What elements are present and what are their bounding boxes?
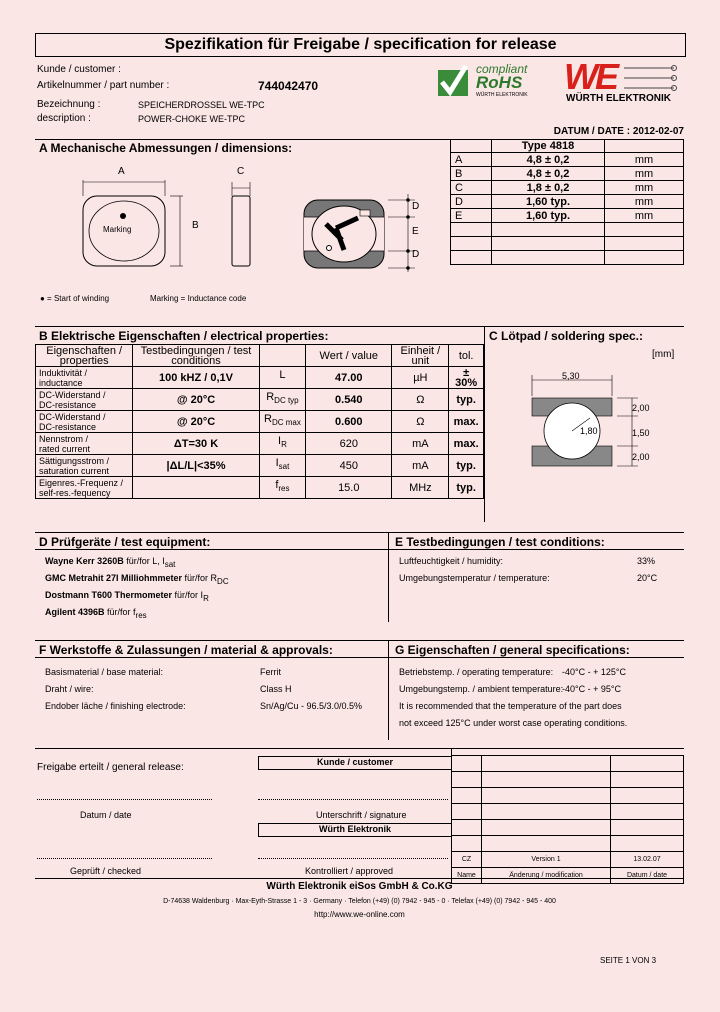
symbol-sub: sat [278,462,290,472]
dim-value: 4,8 ± 0,2 [492,153,605,167]
rohs-logo [436,62,558,100]
unit: mA [392,433,449,455]
dim-label-d2: D [412,249,420,260]
pad-dim-3: 2,00 [632,452,650,462]
prop-de: DC-Widerstand / [39,411,106,422]
humidity-value: 33% [637,556,656,566]
prop-de: DC-Widerstand / [39,389,106,400]
symbol-sub: DC typ [274,396,299,406]
col-tol: tol. [449,345,484,367]
ambient-temp-label: Umgebungstemp. / ambient temperature: [399,684,564,694]
tolerance: ± 30% [449,367,484,389]
operating-temp-label: Betriebstemp. / operating temperature: [399,667,554,677]
prop-de: Eigenres.-Frequenz / [39,477,124,488]
dim-unit: mm [605,167,684,181]
dim-unit: mm [605,209,684,223]
tolerance: max. [449,411,484,433]
symbol: I [275,457,279,470]
datum: DATUM / DATE : 2012-02-07 [553,126,684,137]
col-conditions: Testbedingungen / test conditions [133,345,259,367]
dim-value: 1,8 ± 0,2 [492,181,605,195]
dim-key: D [451,195,492,209]
table-row [451,195,684,209]
section-d-title: D Prüfgeräte / test equipment: [39,535,211,549]
note-start-winding: ● = Start of winding [40,294,110,303]
checked-label: Geprüft / checked [70,866,142,876]
prop-en: saturation current [39,465,110,476]
prop-de: Nennstrom / [39,433,89,444]
dim-label-d1: D [412,201,420,212]
dim-key: C [451,181,492,195]
table-row [36,389,484,411]
wire-label: Draht / wire: [45,684,94,694]
value: 0.540 [306,389,392,411]
dim-key: B [451,167,492,181]
table-header-row [36,345,484,367]
symbol: I [278,435,282,448]
table-row [36,433,484,455]
version-cell: Version 1 [482,852,611,868]
prop-de: Induktivität / [39,367,88,378]
tolerance: typ. [449,455,484,477]
unit: Ω [392,389,449,411]
table-row [36,477,484,499]
pad-dim-2: 1,50 [632,428,650,438]
bezeichnung-value: SPEICHERDROSSEL WE-TPC [138,100,265,110]
unit-mm: [mm] [652,349,675,360]
table-row [36,367,484,389]
symbol-sub: DC max [271,418,301,428]
condition: 100 kHZ / 0,1V [133,367,259,389]
dim-label-a: A [118,166,125,177]
temperature-label: Umgebungstemperatur / temperature: [399,573,550,583]
dimension-table [450,139,684,265]
dim-label-e: E [412,226,419,237]
value: 620 [306,433,392,455]
base-material-value: Ferrit [260,667,281,677]
table-row [451,153,684,167]
wire-value: Class H [260,684,292,694]
equipment-1: Wayne Kerr 3260B für/for L, $I_{sat}$ [45,556,176,569]
dim-value: 4,8 ± 0,2 [492,167,605,181]
equipment-4: Agilent 4396B für/for $f_{res}$ [45,607,147,620]
part-number-label: Artikelnummer / part number : [37,80,170,91]
company-name: Würth Elektronik eiSos GmbH & Co.KG [266,881,453,892]
equipment-3: Dostmann T600 Thermometer für/for $I_R$ [45,590,209,603]
note-marking: Marking = Inductance code [150,294,247,303]
unit: µH [392,367,449,389]
electrical-table [35,344,484,499]
section-f-title: F Werkstoffe & Zulassungen / material & approvals: [39,643,333,657]
prop-en: DC-resistance [39,399,97,410]
section-c-title: C Lötpad / soldering spec.: [489,329,644,343]
condition: |ΔL/L|<35% [133,455,259,477]
dim-value: 1,60 typ. [492,195,605,209]
dim-value: 1,60 typ. [492,209,605,223]
we-name: WÜRTH ELEKTRONIK [566,93,671,104]
section-g-title: G Eigenschaften / general specifications: [395,643,630,657]
prop-de: Sättigungsstrom / [39,455,110,466]
prop-en: rated current [39,443,91,454]
name-header: Name [452,868,482,884]
section-e-title: E Testbedingungen / test conditions: [395,535,605,549]
finishing-label: Endober läche / finishing electrode: [45,701,186,711]
value: 0.600 [306,411,392,433]
bezeichnung-label: Bezeichnung : [37,99,101,110]
symbol: f [275,479,279,492]
condition [133,477,259,499]
change-header: Änderung / modification [482,868,611,884]
tolerance: typ. [449,477,484,499]
symbol-sub: res [278,484,290,494]
symbol: R [264,413,272,426]
description-label: description : [37,113,91,124]
release-label: Freigabe erteilt / general release: [37,762,184,773]
we-logo [562,56,684,104]
pad-radius: 1,80 [580,426,598,436]
rev-date-cell: 13.02.07 [611,852,684,868]
condition: ΔT=30 K [133,433,259,455]
table-row [451,167,684,181]
dim-key: E [451,209,492,223]
prop-en: inductance [39,377,83,388]
recommendation-line-1: It is recommended that the temperature of the part does [399,701,622,711]
section-a-title: A Mechanische Abmessungen / dimensions: [39,141,293,155]
date-header: Datum / date [611,868,684,884]
operating-temp-value: -40°C - + 125°C [562,667,626,677]
col-unit: Einheit / unit [392,345,449,367]
ambient-temp-value: -40°C - + 95°C [562,684,621,694]
table-row [451,181,684,195]
table-row [451,209,684,223]
wurth-box: Würth Elektronik [258,823,452,837]
company-address: D-74638 Waldenburg · Max-Eyth-Strasse 1 - 3 · Germany · Telefon (+49) (0) 7942 - 945 - 0 · Telefax (+49) (0) 7942 - 945 - 400 [163,898,556,905]
pad-width: 5,30 [562,371,580,381]
company-web[interactable]: http://www.we-online.com [314,910,405,919]
rohs-compliant: compliant [476,62,528,76]
table-row [36,411,484,433]
value: 15.0 [306,477,392,499]
unit: mA [392,455,449,477]
dim-unit: mm [605,195,684,209]
revision-table [451,755,684,884]
dim-key: A [451,153,492,167]
prop-en: self-res.-fequency [39,487,111,498]
rohs-sub: WÜRTH ELEKTRONIK [476,92,528,98]
col-value: Wert / value [306,345,392,367]
dim-label-b: B [192,220,199,231]
page-title: Spezifikation für Freigabe / specification for release [35,33,686,57]
col-properties: Eigenschaften / properties [36,345,133,367]
finishing-value: Sn/Ag/Cu - 96.5/3.0/0.5% [260,701,363,711]
prop-en: DC-resistance [39,421,97,432]
type-header: Type 4818 [492,139,605,153]
page-number: SEITE 1 VON 3 [600,956,657,965]
temperature-value: 20°C [637,573,658,583]
value: 47.00 [306,367,392,389]
unit: MHz [392,477,449,499]
pad-dim-1: 2,00 [632,403,650,413]
symbol-sub: R [281,440,287,450]
datum-label: Datum / date [80,810,132,820]
symbol: R [266,391,275,404]
part-number: 744042470 [258,79,319,93]
value: 450 [306,455,392,477]
tolerance: max. [449,433,484,455]
kunde-box: Kunde / customer [258,756,452,770]
condition: @ 20°C [133,389,259,411]
dim-label-c: C [237,166,245,177]
condition: @ 20°C [133,411,259,433]
signature-label: Unterschrift / signature [316,810,407,820]
tolerance: typ. [449,389,484,411]
we-letters: WE [564,56,616,97]
equipment-2: GMC Metrahit 27I Milliohmmeter für/for $R_{DC}$ [45,573,229,586]
section-b-title: B Elektrische Eigenschaften / electrical properties: [39,329,329,343]
recommendation-line-2: not exceed 125°C under worst case operating conditions. [399,718,628,728]
marking-label: Marking [103,225,132,234]
symbol: L [279,369,286,382]
unit: Ω [392,411,449,433]
table-row [36,455,484,477]
humidity-label: Luftfeuchtigkeit / humidity: [399,556,504,566]
approved-label: Kontrolliert / approved [305,866,394,876]
rohs-text: RoHS [476,73,523,92]
soldering-pad-drawing [520,370,680,480]
description-value: POWER-CHOKE WE-TPC [138,114,245,124]
base-material-label: Basismaterial / base material: [45,667,164,677]
dim-unit: mm [605,181,684,195]
cz-cell: CZ [452,852,482,868]
customer-label: Kunde / customer : [37,64,121,75]
dim-unit: mm [605,153,684,167]
